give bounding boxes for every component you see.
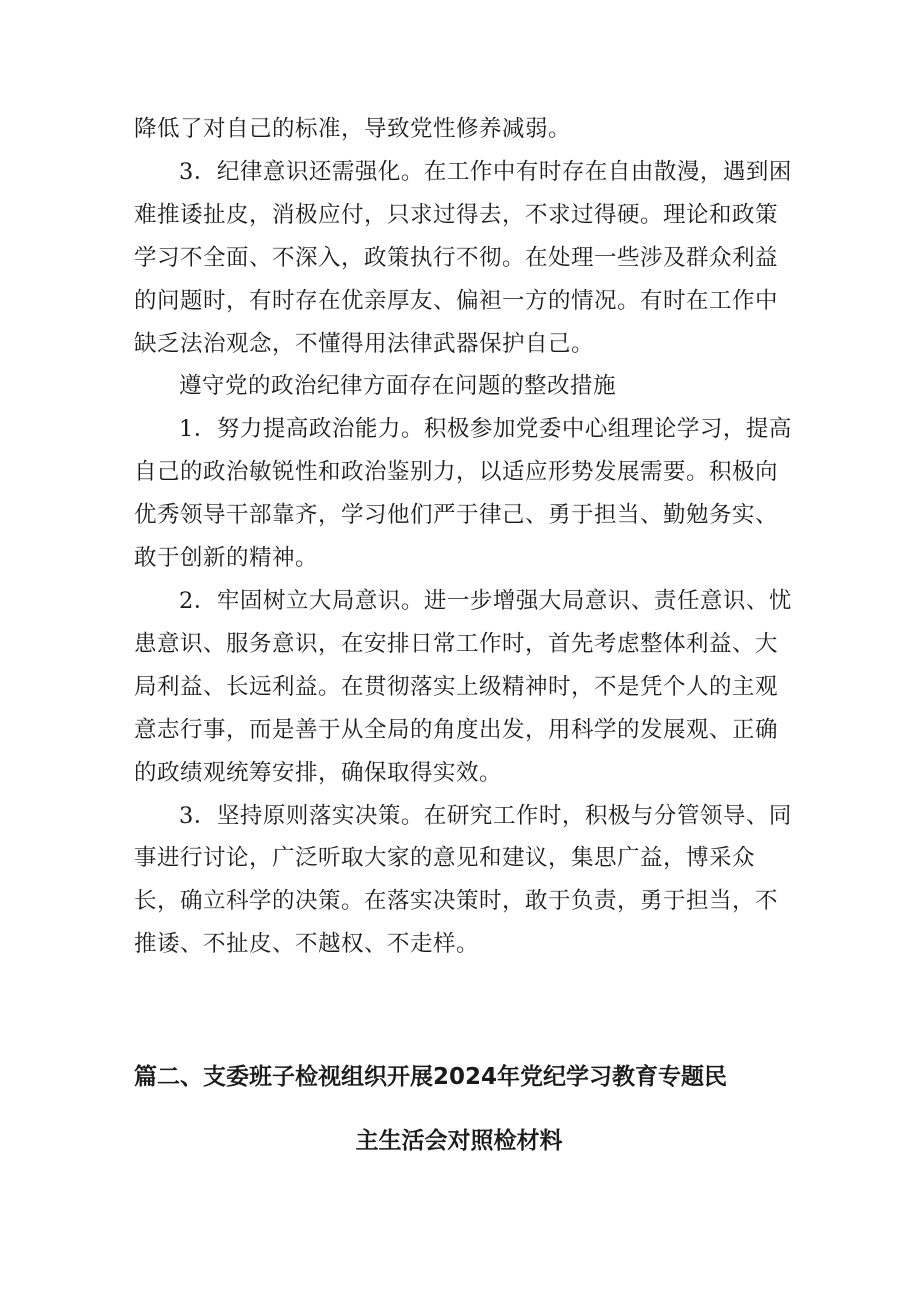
paragraph-discipline-awareness: 3．纪律意识还需强化。在工作中有时存在自由散漫，遇到困难推诿扯皮，消极应付，只求过得去，不求过得硬。理论和政策学习不全面、不深入，政策执行不彻。在处理一些涉及群众利益的问题时，有时存在优亲厚友、偏袒一方的情况。有时在工作中缺乏法治观念，不懂得用法律武器保护自己。 (134, 158, 792, 357)
subheading-rectification-measures: 遵守党的政治纪律方面存在问题的整改措施 (179, 373, 617, 400)
section-heading-line-1: 篇二、支委班子检视组织开展2024年党纪学习教育专题民 (134, 1064, 728, 1090)
paragraph-overall-awareness: 2．牢固树立大局意识。进一步增强大局意识、责任意识、忧患意识、服务意识，在安排日常工作时，首先考虑整体利益、大局利益、长远利益。在贯彻落实上级精神时，不是凭个人的主观意志行事，而是善于从全局的角度出发，用科学的发展观、正确的政绩观统筹安排，确保取得实效。 (134, 587, 792, 786)
paragraph-political-ability: 1．努力提高政治能力。积极参加党委中心组理论学习，提高自己的政治敏锐性和政治鉴别力，以适应形势发展需要。积极向优秀领导干部靠齐，学习他们严于律己、勇于担当、勤勉务实、敢于创新的精神。 (134, 416, 792, 572)
paragraph-continuation: 降低了对自己的标准，导致党性修养减弱。 (134, 116, 572, 142)
section-heading (134, 1062, 794, 1156)
section-heading-line-2: 主生活会对照检材料 (355, 1128, 563, 1154)
paragraph-adhere-principles: 3．坚持原则落实决策。在研究工作时，积极与分管领导、同事进行讨论，广泛听取大家的意见和建议，集思广益，博采众长，确立科学的决策。在落实决策时，敢于负责，勇于担当，不推诿、不扯皮、不越权、不走样。 (134, 802, 792, 958)
body-text (134, 108, 794, 966)
